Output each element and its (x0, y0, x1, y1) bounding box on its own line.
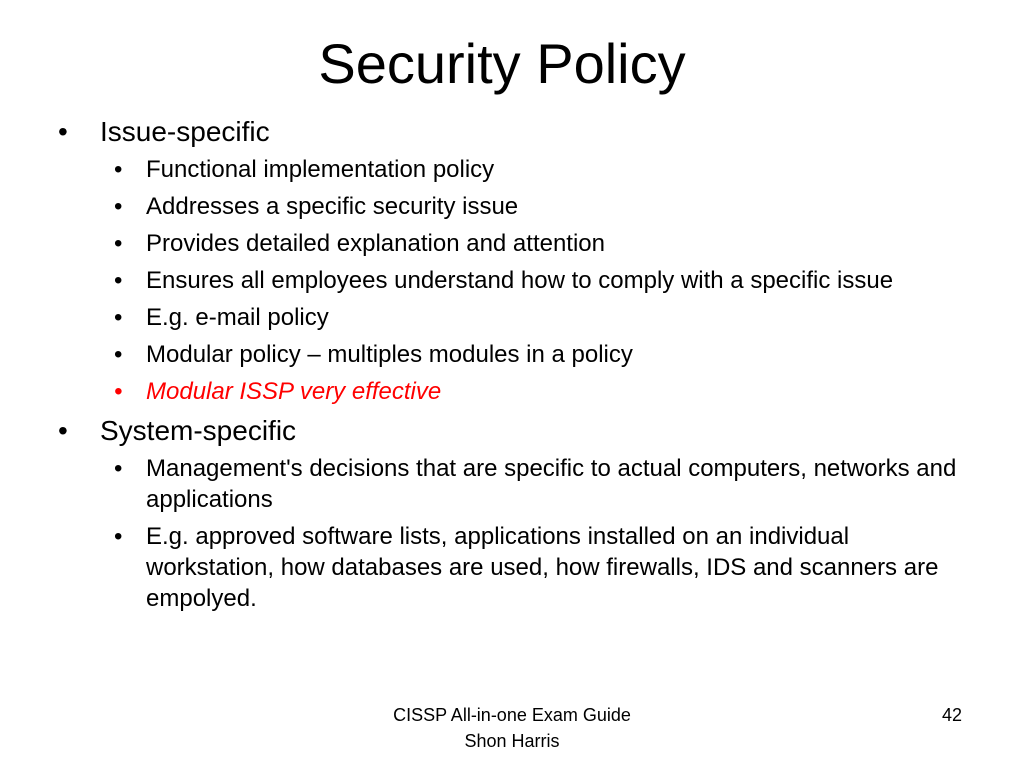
section-heading: System-specific (100, 415, 297, 446)
list-item-text: Provides detailed explanation and attention (146, 230, 605, 257)
list-item (114, 302, 966, 333)
bullet-icon: • (58, 415, 68, 446)
bullet-icon: • (114, 341, 123, 368)
list-item-text: Addresses a specific security issue (146, 193, 519, 220)
list-item (114, 154, 966, 185)
section-heading: Issue-specific (100, 116, 270, 147)
bullet-icon: • (114, 523, 123, 550)
list-item-text: Modular ISSP very effective (146, 378, 442, 405)
bullet-icon: • (114, 156, 123, 183)
page-number: 42 (941, 705, 962, 725)
section-issue-specific (0, 114, 1000, 407)
sub-list (100, 154, 1000, 407)
bullet-icon: • (58, 116, 68, 147)
footer (360, 702, 664, 754)
footer-line-2: Shon Harris (464, 731, 560, 751)
list-item (114, 453, 966, 515)
list-item (114, 339, 966, 370)
bullet-icon: • (114, 193, 123, 220)
bullet-list (0, 114, 1000, 620)
list-item (114, 521, 966, 614)
slide-title: Security Policy (318, 32, 686, 95)
section-system-specific (0, 413, 1000, 614)
list-item-text: Ensures all employees understand how to comply with a specific issue (146, 267, 894, 294)
bullet-icon: • (114, 230, 123, 257)
list-item (114, 265, 966, 296)
list-item-text: Modular policy – multiples modules in a policy (146, 341, 633, 368)
bullet-icon: • (114, 267, 123, 294)
list-item-text: E.g. e-mail policy (146, 304, 329, 331)
sub-list (100, 453, 1000, 614)
list-item (114, 228, 966, 259)
bullet-icon: • (114, 304, 123, 331)
list-item-text: E.g. approved software lists, applications installed on an individual workstation, how databases are used, how firewalls, IDS and scanners are empolyed. (146, 523, 939, 612)
list-item (114, 191, 966, 222)
list-item-text: Functional implementation policy (146, 156, 495, 183)
bullet-icon: • (114, 378, 123, 405)
list-item-emphasized (114, 376, 966, 407)
bullet-icon: • (114, 455, 123, 482)
footer-line-1: CISSP All-in-one Exam Guide (393, 705, 631, 725)
list-item-text: Management's decisions that are specific to actual computers, networks and applications (146, 455, 957, 513)
